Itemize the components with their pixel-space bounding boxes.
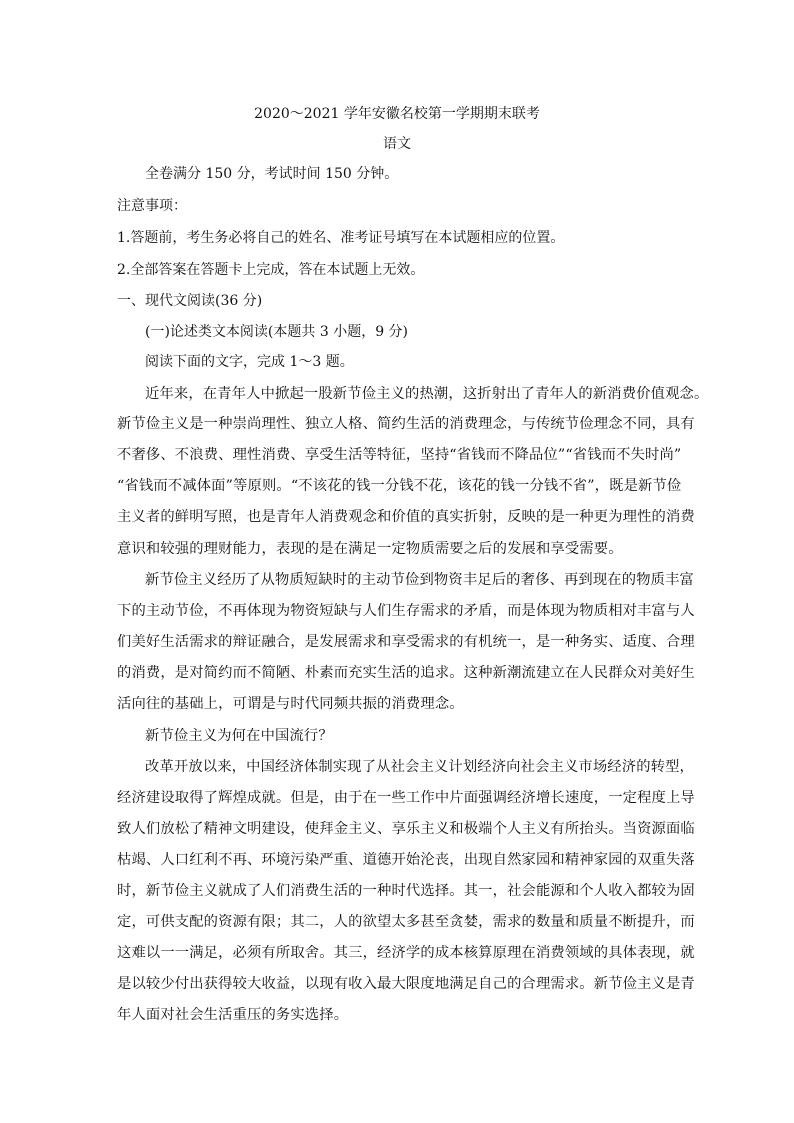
passage-line: 的消费，是对简约而不简陋、朴素而充实生活的追求。这种新潮流建立在人民群众对美好生 bbox=[117, 665, 695, 681]
passage-line: 不奢侈、不浪费、理性消费、享受生活等特征，坚持“省钱而不降品位”“省钱而不失时尚” bbox=[117, 447, 682, 463]
passage-line: 改革开放以来，中国经济体制实现了从社会主义计划经济向社会主义市场经济的转型， bbox=[145, 759, 694, 775]
passage-line: 新节俭主义经历了从物质短缺时的主动节俭到物资丰足后的奢侈、再到现在的物质丰富 bbox=[145, 572, 694, 588]
passage-line: 意识和较强的理财能力，表现的是在满足一定物质需要之后的发展和享受需要。 bbox=[117, 541, 623, 557]
section-heading: 一、现代文阅读(36 分) bbox=[117, 293, 263, 309]
passage-line: 活向往的基础上，可谓是与时代同频共振的消费理念。 bbox=[117, 696, 464, 712]
passage-line: 致人们放松了精神文明建设，使拜金主义、享乐主义和极端个人主义有所抬头。当资源面临 bbox=[117, 821, 695, 837]
passage-line: 是以较少付出获得较大收益，以现有收入最大限度地满足自己的合理需求。新节俭主义是青 bbox=[117, 976, 695, 992]
notice-title: 注意事项： bbox=[117, 198, 187, 214]
passage-line: 年人面对社会生活重压的务实选择。 bbox=[117, 1007, 349, 1023]
subject-title: 语文 bbox=[383, 136, 411, 152]
passage-line: 们美好生活需求的辩证融合，是发展需求和享受需求的有机统一，是一种务实、适度、合理 bbox=[117, 634, 695, 650]
passage-line: 经济建设取得了辉煌成就。但是，由于在一些工作中片面强调经济增长速度，一定程度上导 bbox=[117, 790, 695, 806]
notice-item-1: 1.答题前，考生务必将自己的姓名、准考证号填写在本试题相应的位置。 bbox=[117, 230, 565, 246]
notice-item-2: 2.全部答案在答题卡上完成，答在本试题上无效。 bbox=[117, 262, 425, 278]
passage-line: 这难以一一满足，必须有所取舍。其三，经济学的成本核算原理在消费领域的具体表现，就 bbox=[117, 945, 695, 961]
passage-line: 近年来，在青年人中掀起一股新节俭主义的热潮，这折射出了青年人的新消费价值观念。 bbox=[145, 386, 709, 402]
passage-line: 新节俭主义是一种崇尚理性、独立人格、简约生活的消费理念，与传统节俭理念不同，具有 bbox=[117, 416, 695, 432]
passage-line: 定，可供支配的资源有限；其二，人的欲望太多甚至贪婪，需求的数量和质量不断提升，而 bbox=[117, 914, 695, 930]
passage-question-line: 新节俭主义为何在中国流行？ bbox=[145, 728, 333, 744]
score-line: 全卷满分 150 分，考试时间 150 分钟。 bbox=[145, 166, 399, 182]
passage-line: 下的主动节俭，不再体现为物资短缺与人们生存需求的矛盾，而是体现为物质相对丰富与人 bbox=[117, 603, 695, 619]
passage-line: 枯竭、人口红利不再、环境污染严重、道德开始沦丧，出现自然家园和精神家园的双重失落 bbox=[117, 852, 695, 868]
passage-line: 时，新节俭主义就成了人们消费生活的一种时代选择。其一，社会能源和个人收入都较为固 bbox=[117, 883, 695, 899]
passage-line: “省钱而不减体面”等原则。“不该花的钱一分钱不花，该花的钱一分钱不省”，既是新节俭 bbox=[117, 478, 682, 494]
passage-line: 主义者的鲜明写照，也是青年人消费观念和价值的真实折射，反映的是一种更为理性的消费 bbox=[117, 509, 695, 525]
reading-instruction: 阅读下面的文字，完成 1～3 题。 bbox=[145, 354, 354, 370]
exam-title: 2020～2021 学年安徽名校第一学期期末联考 bbox=[254, 106, 540, 122]
sub-section-heading: (一)论述类文本阅读(本题共 3 小题，9 分) bbox=[145, 324, 409, 340]
